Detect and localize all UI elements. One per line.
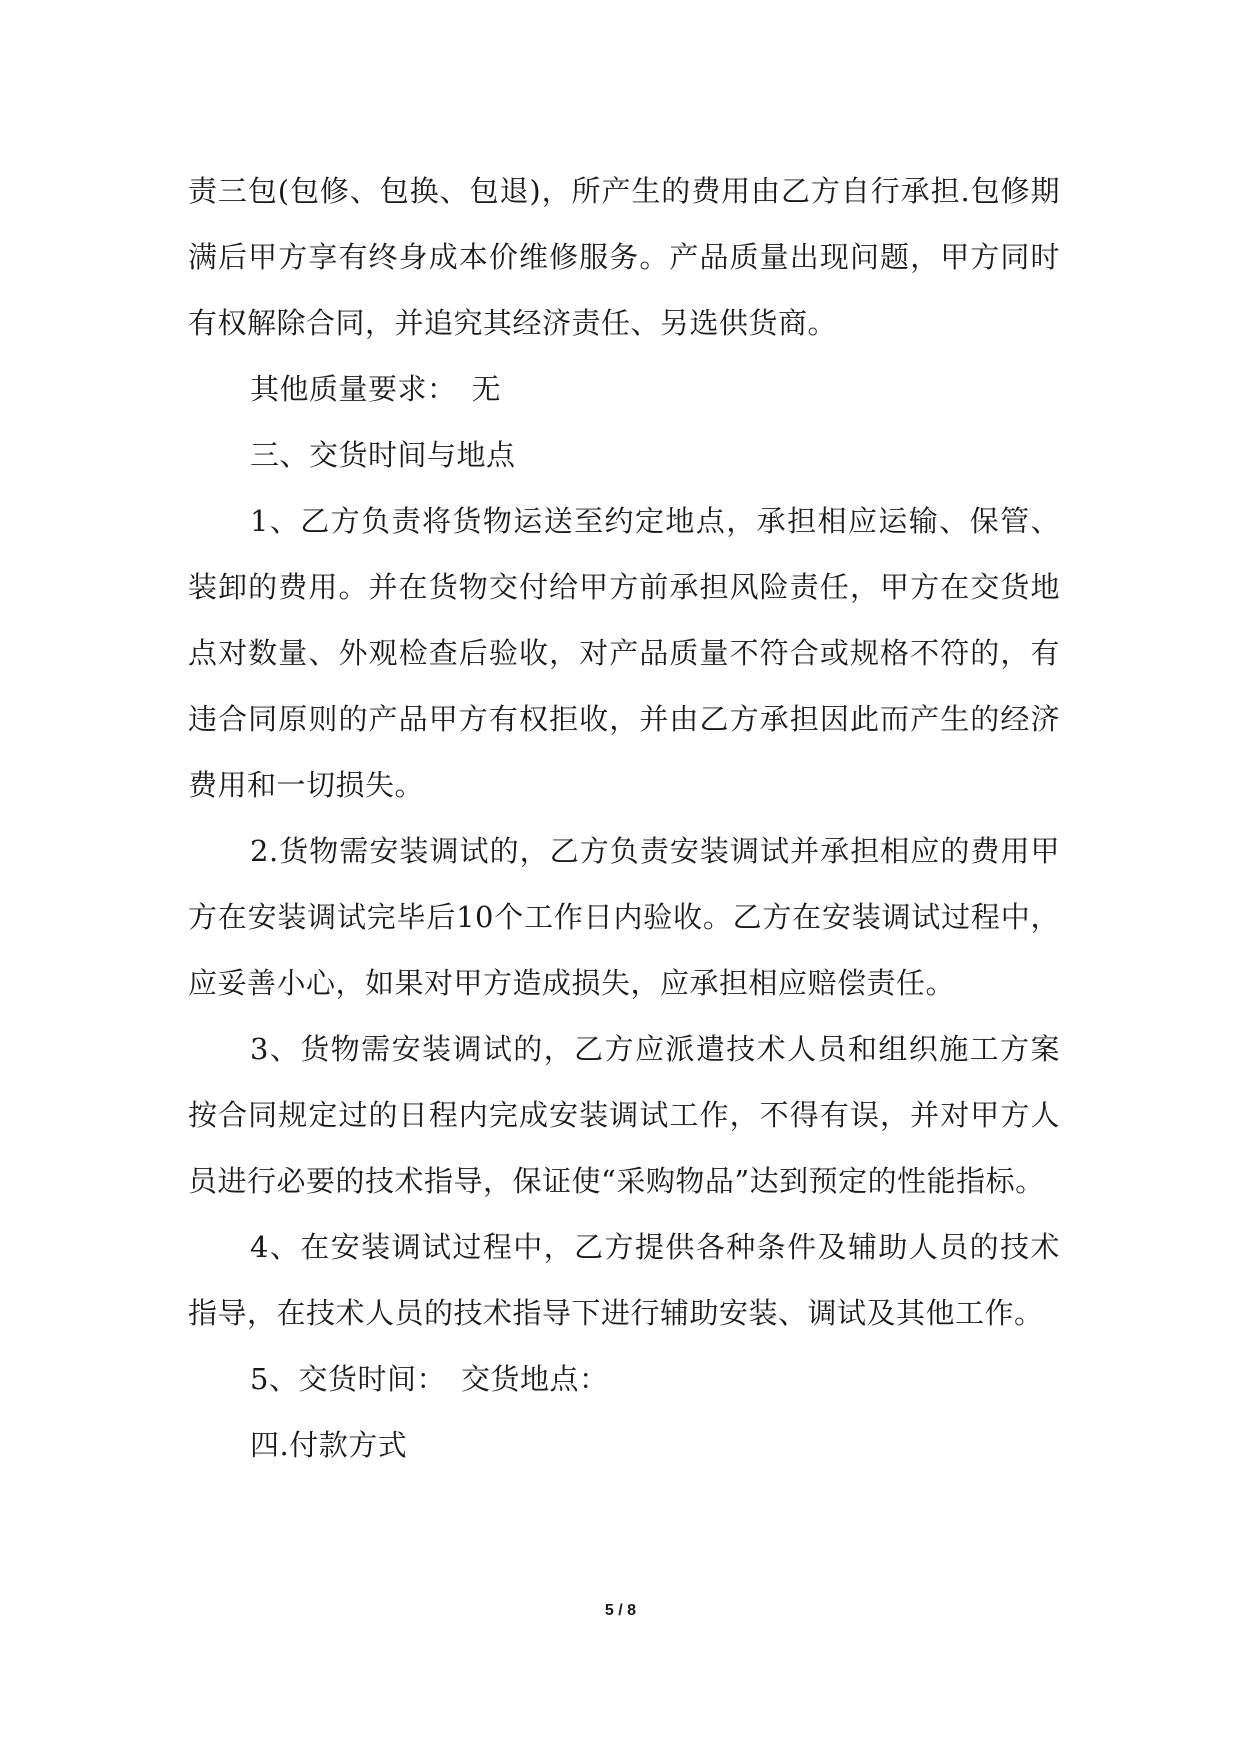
page-number: 5 / 8 [604, 1602, 637, 1619]
paragraph-delivery-clause-3: 3、货物需安装调试的，乙方应派遣技术人员和组织施工方案按合同规定过的日程内完成安装调试工作，不得有误，并对甲方人员进行必要的技术指导，保证使“采购物品”达到预定的性能指标。 [188, 1032, 1060, 1198]
section-heading-delivery: 三、交货时间与地点 [250, 438, 516, 472]
document-body [188, 158, 1060, 1478]
paragraph-other-quality-requirements: 其他质量要求： 无 [250, 372, 502, 406]
paragraph-warranty-continued: 责三包(包修、包换、包退)，所产生的费用由乙方自行承担.包修期满后甲方享有终身成本价维修服务。产品质量出现问题，甲方同时有权解除合同，并追究其经济责任、另选供货商。 [188, 174, 1060, 340]
paragraph-delivery-clause-4: 4、在安装调试过程中，乙方提供各种条件及辅助人员的技术指导，在技术人员的技术指导下进行辅助安装、调试及其他工作。 [188, 1230, 1060, 1330]
section-heading-payment: 四.付款方式 [250, 1428, 408, 1462]
paragraph-delivery-clause-2: 2.货物需安装调试的，乙方负责安装调试并承担相应的费用甲方在安装调试完毕后10个工作日内验收。乙方在安装调试过程中，应妥善小心，如果对甲方造成损失，应承担相应赔偿责任。 [188, 834, 1060, 1000]
paragraph-delivery-clause-1: 1、乙方负责将货物运送至约定地点，承担相应运输、保管、装卸的费用。并在货物交付给甲方前承担风险责任，甲方在交货地点对数量、外观检查后验收，对产品质量不符合或规格不符的，有违合同原则的产品甲方有权拒收，并由乙方承担因此而产生的经济费用和一切损失。 [188, 504, 1060, 802]
paragraph-delivery-clause-5: 5、交货时间： 交货地点： [250, 1362, 609, 1396]
